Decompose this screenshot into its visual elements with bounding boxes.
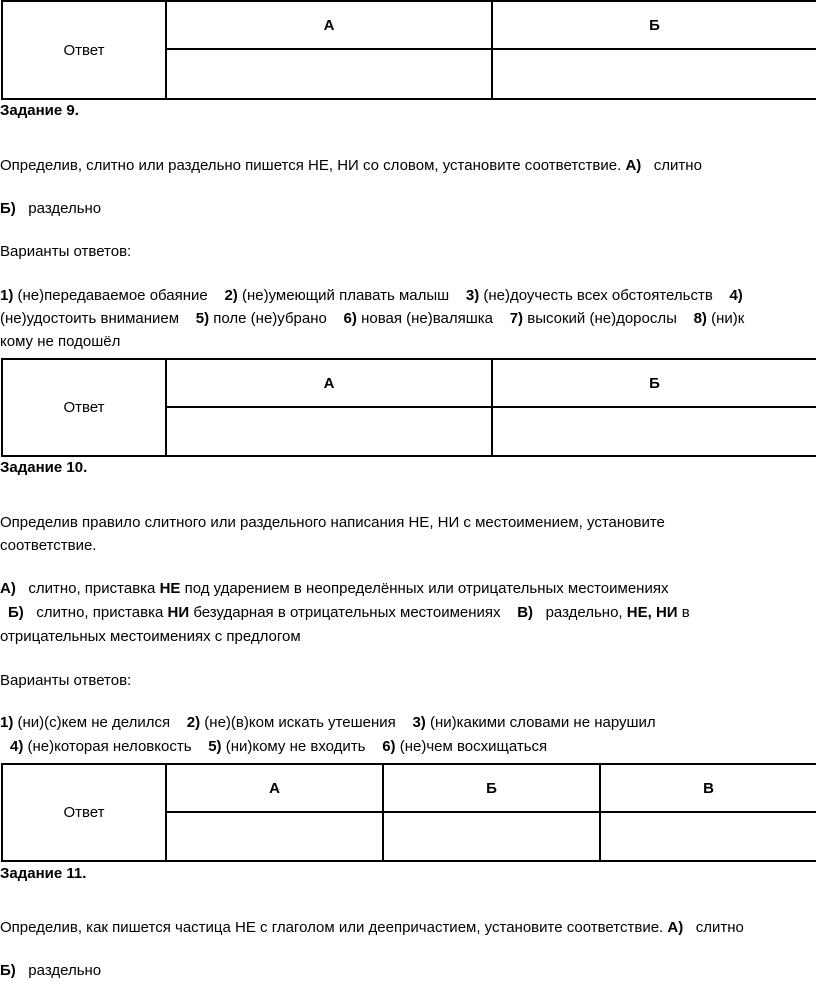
answer-cell-b[interactable] <box>492 49 816 99</box>
variant-text: (не)доучесть всех обстоятельств <box>483 287 713 304</box>
instruction-text: Определив, как пишется частица НЕ с глаголом или деепричастием, установите соответствие. <box>0 919 664 936</box>
task-10-title: Задание 10. <box>0 459 88 476</box>
answer-cell-a[interactable] <box>166 407 492 456</box>
variant-num: 6) <box>382 738 396 755</box>
answer-table-1 <box>1 0 816 100</box>
option-v-key: В) <box>517 604 534 621</box>
option-bold: НЕ <box>159 580 181 597</box>
answer-label: Ответ <box>2 359 166 456</box>
task-9-variants-line-2 <box>0 309 744 329</box>
variant-num: 4) <box>10 738 24 755</box>
variant-text: (не)удостоить вниманием <box>0 310 180 327</box>
task-9-title: Задание 9. <box>0 102 79 119</box>
variant-text: (ни)(с)кем не делился <box>17 714 171 731</box>
variant-text: (ни)кому не входить <box>225 738 366 755</box>
option-b-text: раздельно <box>28 200 102 217</box>
option-a-key: А) <box>0 580 16 597</box>
task-10-option-a <box>0 579 668 599</box>
option-text: под ударением в неопределённых или отрицательных местоимениях <box>184 580 669 597</box>
option-b-key: Б) <box>8 604 24 621</box>
task-10-instruction-line-2: соответствие. <box>0 537 97 554</box>
instruction-text: Определив, слитно или раздельно пишется НЕ, НИ со словом, установите соответствие. <box>0 157 622 174</box>
task-9-variants-line-1 <box>0 286 743 306</box>
option-bold: НИ <box>167 604 190 621</box>
column-header-b: Б <box>492 359 816 407</box>
task-11-option-b <box>0 961 101 981</box>
task-10-variants-line-2 <box>10 737 547 757</box>
column-header-v: В <box>600 764 816 812</box>
option-a-key: А) <box>625 157 642 174</box>
task-9-variants-line-3: кому не подошёл <box>0 333 121 350</box>
variant-text: поле (не)убрано <box>213 310 327 327</box>
option-b-text: раздельно <box>28 962 102 979</box>
variant-num: 6) <box>343 310 357 327</box>
option-a-text: слитно <box>695 919 744 936</box>
task-10-option-v-line-2: отрицательных местоимениях с предлогом <box>0 628 301 645</box>
variant-num: 1) <box>0 287 14 304</box>
variant-num: 2) <box>186 714 201 731</box>
option-text: в <box>681 604 690 621</box>
option-text: безударная в отрицательных местоимениях <box>193 604 501 621</box>
task-9-option-b <box>0 199 101 219</box>
task-9-variants-label: Варианты ответов: <box>0 243 132 260</box>
answer-cell-a[interactable] <box>166 812 383 861</box>
variant-num: 3) <box>412 714 426 731</box>
option-text: слитно, приставка <box>36 604 164 621</box>
variant-num: 8) <box>693 310 707 327</box>
task-10-variants-label: Варианты ответов: <box>0 672 132 689</box>
answer-cell-b[interactable] <box>492 407 816 456</box>
task-10-instruction-line-1: Определив правило слитного или раздельного написания НЕ, НИ с местоимением, установите <box>0 514 665 531</box>
answer-table-2 <box>1 358 816 457</box>
option-text: раздельно, <box>545 604 623 621</box>
column-header-b: Б <box>492 1 816 49</box>
task-11-instruction <box>0 918 744 938</box>
task-10-variants-line-1 <box>0 713 656 733</box>
option-text: слитно, приставка <box>28 580 156 597</box>
variant-text: (не)(в)ком искать утешения <box>204 714 396 731</box>
answer-label: Ответ <box>2 1 166 99</box>
variant-text: (ни)к <box>711 310 745 327</box>
column-header-b: Б <box>383 764 600 812</box>
task-10-option-b-v <box>8 603 690 623</box>
variant-num: 5) <box>195 310 210 327</box>
answer-cell-v[interactable] <box>600 812 816 861</box>
variant-text: новая (не)валяшка <box>361 310 494 327</box>
answer-cell-b[interactable] <box>383 812 600 861</box>
option-b-key: Б) <box>0 200 16 217</box>
variant-text: (ни)какими словами не нарушил <box>429 714 656 731</box>
variant-num: 3) <box>465 287 480 304</box>
variant-text: (не)передаваемое обаяние <box>17 287 208 304</box>
variant-num: 7) <box>509 310 524 327</box>
option-bold: , <box>647 604 652 621</box>
variant-num: 4) <box>729 287 743 304</box>
option-a-text: слитно <box>653 157 702 174</box>
variant-num: 1) <box>0 714 14 731</box>
variant-num: 5) <box>208 738 222 755</box>
option-a-key: А) <box>667 919 684 936</box>
task-11-title: Задание 11. <box>0 865 87 882</box>
option-b-key: Б) <box>0 962 16 979</box>
variant-text: (не)умеющий плавать малыш <box>241 287 450 304</box>
variant-num: 2) <box>224 287 238 304</box>
task-9-instruction <box>0 156 702 176</box>
option-bold: НИ <box>655 604 678 621</box>
variant-text: (не)чем восхищаться <box>399 738 548 755</box>
answer-cell-a[interactable] <box>166 49 492 99</box>
column-header-a: А <box>166 1 492 49</box>
option-bold: НЕ <box>626 604 648 621</box>
column-header-a: А <box>166 359 492 407</box>
column-header-a: А <box>166 764 383 812</box>
answer-table-3 <box>1 763 816 862</box>
variant-text: (не)которая неловкость <box>27 738 192 755</box>
variant-text: высокий (не)дорослы <box>527 310 677 327</box>
answer-label: Ответ <box>2 764 166 861</box>
